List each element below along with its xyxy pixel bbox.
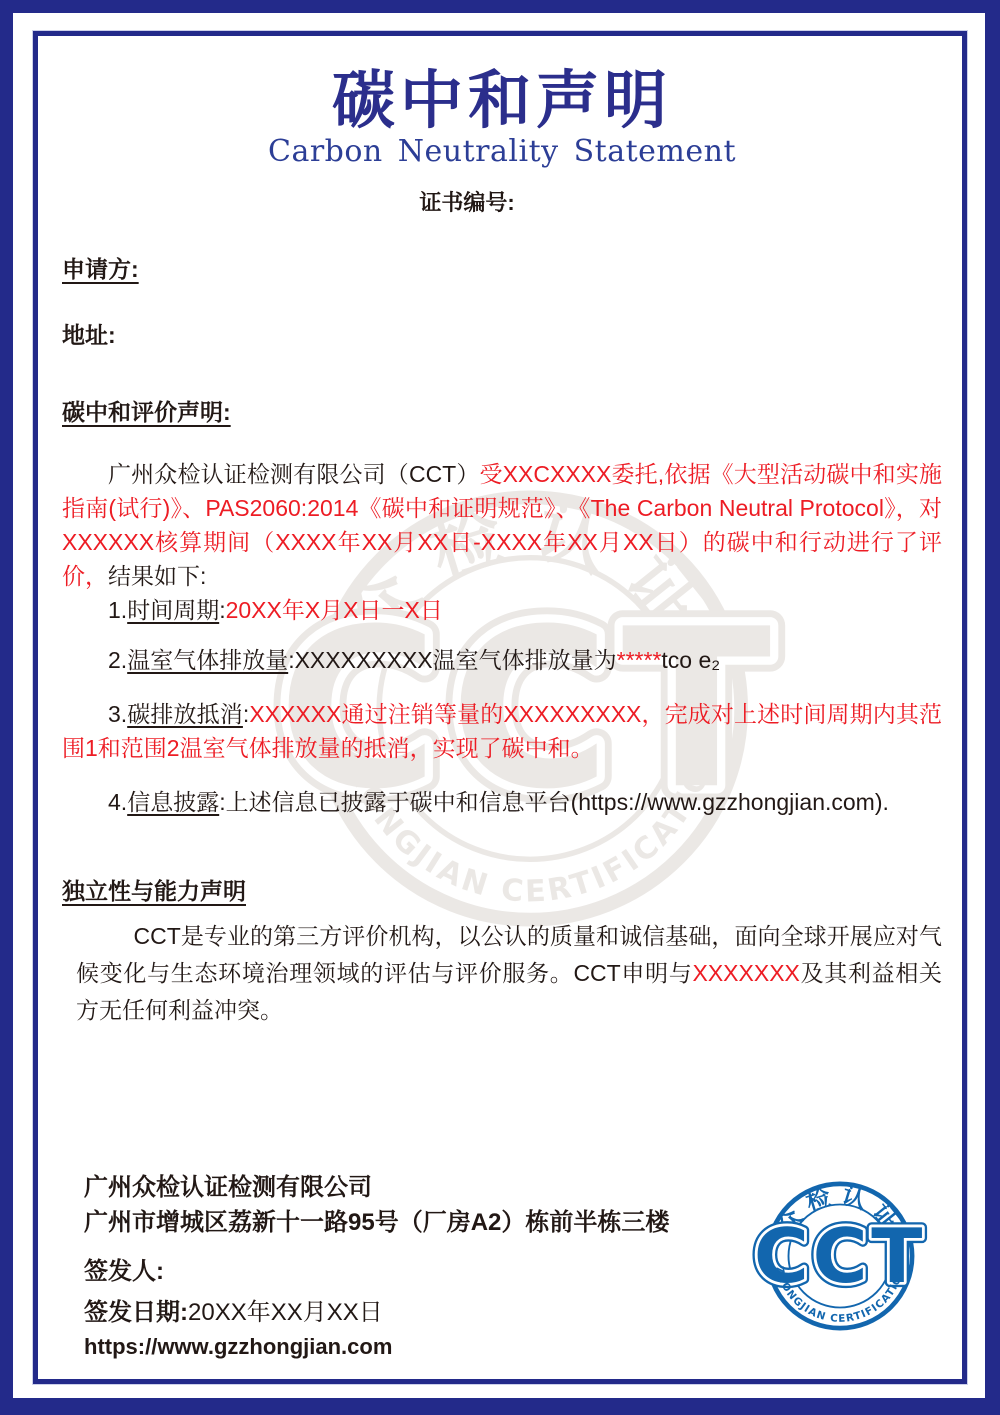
item4-sep: : xyxy=(219,789,226,815)
item1-value: 20XX年X月X日一X日 xyxy=(225,597,443,623)
cct-logo xyxy=(737,1167,943,1345)
website-url: https://www.gzzhongjian.com xyxy=(84,1334,393,1359)
item3-prefix: 3. xyxy=(108,701,128,727)
item4-prefix: 4. xyxy=(108,789,128,815)
item2-prefix: 2. xyxy=(108,647,128,673)
statement-item-emissions xyxy=(62,643,942,677)
item1-prefix: 1. xyxy=(108,597,128,623)
document-subtitle: Carbon Neutrality Statement xyxy=(267,134,737,169)
item2-text: XXXXXXXXX温室气体排放量为 xyxy=(294,647,617,673)
indep-red: XXXXXXX xyxy=(692,960,800,986)
item4-label: 信息披露 xyxy=(127,789,220,815)
item3-label: 碳排放抵消 xyxy=(127,701,243,727)
intro-red-segment: 受XXCXXXX委托,依据《大型活动碳中和实施指南(试行)》、PAS2060:2014《碳中和证明规范》、《The Carbon Neutral Protocol》，对XXXXXX核算期间（XXXX年XX月XX日-XXXX年XX月XX日）的碳中和行动进行了评价， xyxy=(62,461,942,589)
independence-body xyxy=(76,918,942,1029)
issue-date-label: 签发日期: xyxy=(84,1299,188,1326)
independence-heading: 独立性与能力声明 xyxy=(62,878,246,904)
issuer-company-name: 广州众检认证检测有限公司 xyxy=(84,1174,372,1201)
item2-label: 温室气体排放量 xyxy=(127,647,289,673)
applicant-label: 申请方: xyxy=(62,256,139,282)
indep-black-1: CCT是专业的第三方评价机构，以公认的质量和诚信基础，面向全球开展应对气候变化与生态环境治理领域的评估与评价服务。CCT申明与 xyxy=(76,923,942,986)
item2-unit: tco e₂ xyxy=(661,647,721,673)
item1-sep: : xyxy=(219,597,226,623)
item2-stars: ***** xyxy=(616,647,662,673)
footer-block xyxy=(84,1170,669,1363)
intro-black-segment: 广州众检认证检测有限公司（CCT） xyxy=(108,461,480,487)
statement-intro xyxy=(62,457,942,593)
certificate-number-label: 证书编号: xyxy=(419,190,515,215)
address-label: 地址: xyxy=(62,322,116,348)
item3-sep: : xyxy=(242,701,250,727)
item1-label: 时间周期 xyxy=(127,597,220,623)
indep-black-2: 及其利益相关方无任何利益冲突。 xyxy=(76,960,943,1023)
issue-date-value: 20XX年XX月XX日 xyxy=(188,1299,383,1326)
item3-text: XXXXXX通过注销等量的XXXXXXXXX，完成对上述时间周期内其范围1和范围2温室气体排放量的抵消，实现了碳中和。 xyxy=(62,701,942,761)
statement-heading: 碳中和评价声明: xyxy=(62,399,231,425)
issue-date-line xyxy=(84,1295,669,1330)
document-title: 碳中和声明 xyxy=(332,66,672,136)
item4-text: 上述信息已披露于碳中和信息平台(https://www.gzzhongjian.com). xyxy=(225,789,889,815)
item2-sep: : xyxy=(288,647,295,673)
intro-tail-segment: 结果如下: xyxy=(108,563,207,589)
signer-label: 签发人: xyxy=(84,1258,164,1285)
statement-item-disclosure xyxy=(62,785,942,819)
issuer-address: 广州市增城区荔新十一路95号（厂房A2）栋前半栋三楼 xyxy=(84,1209,670,1236)
statement-item-period xyxy=(62,593,942,627)
statement-item-offset xyxy=(62,697,942,765)
